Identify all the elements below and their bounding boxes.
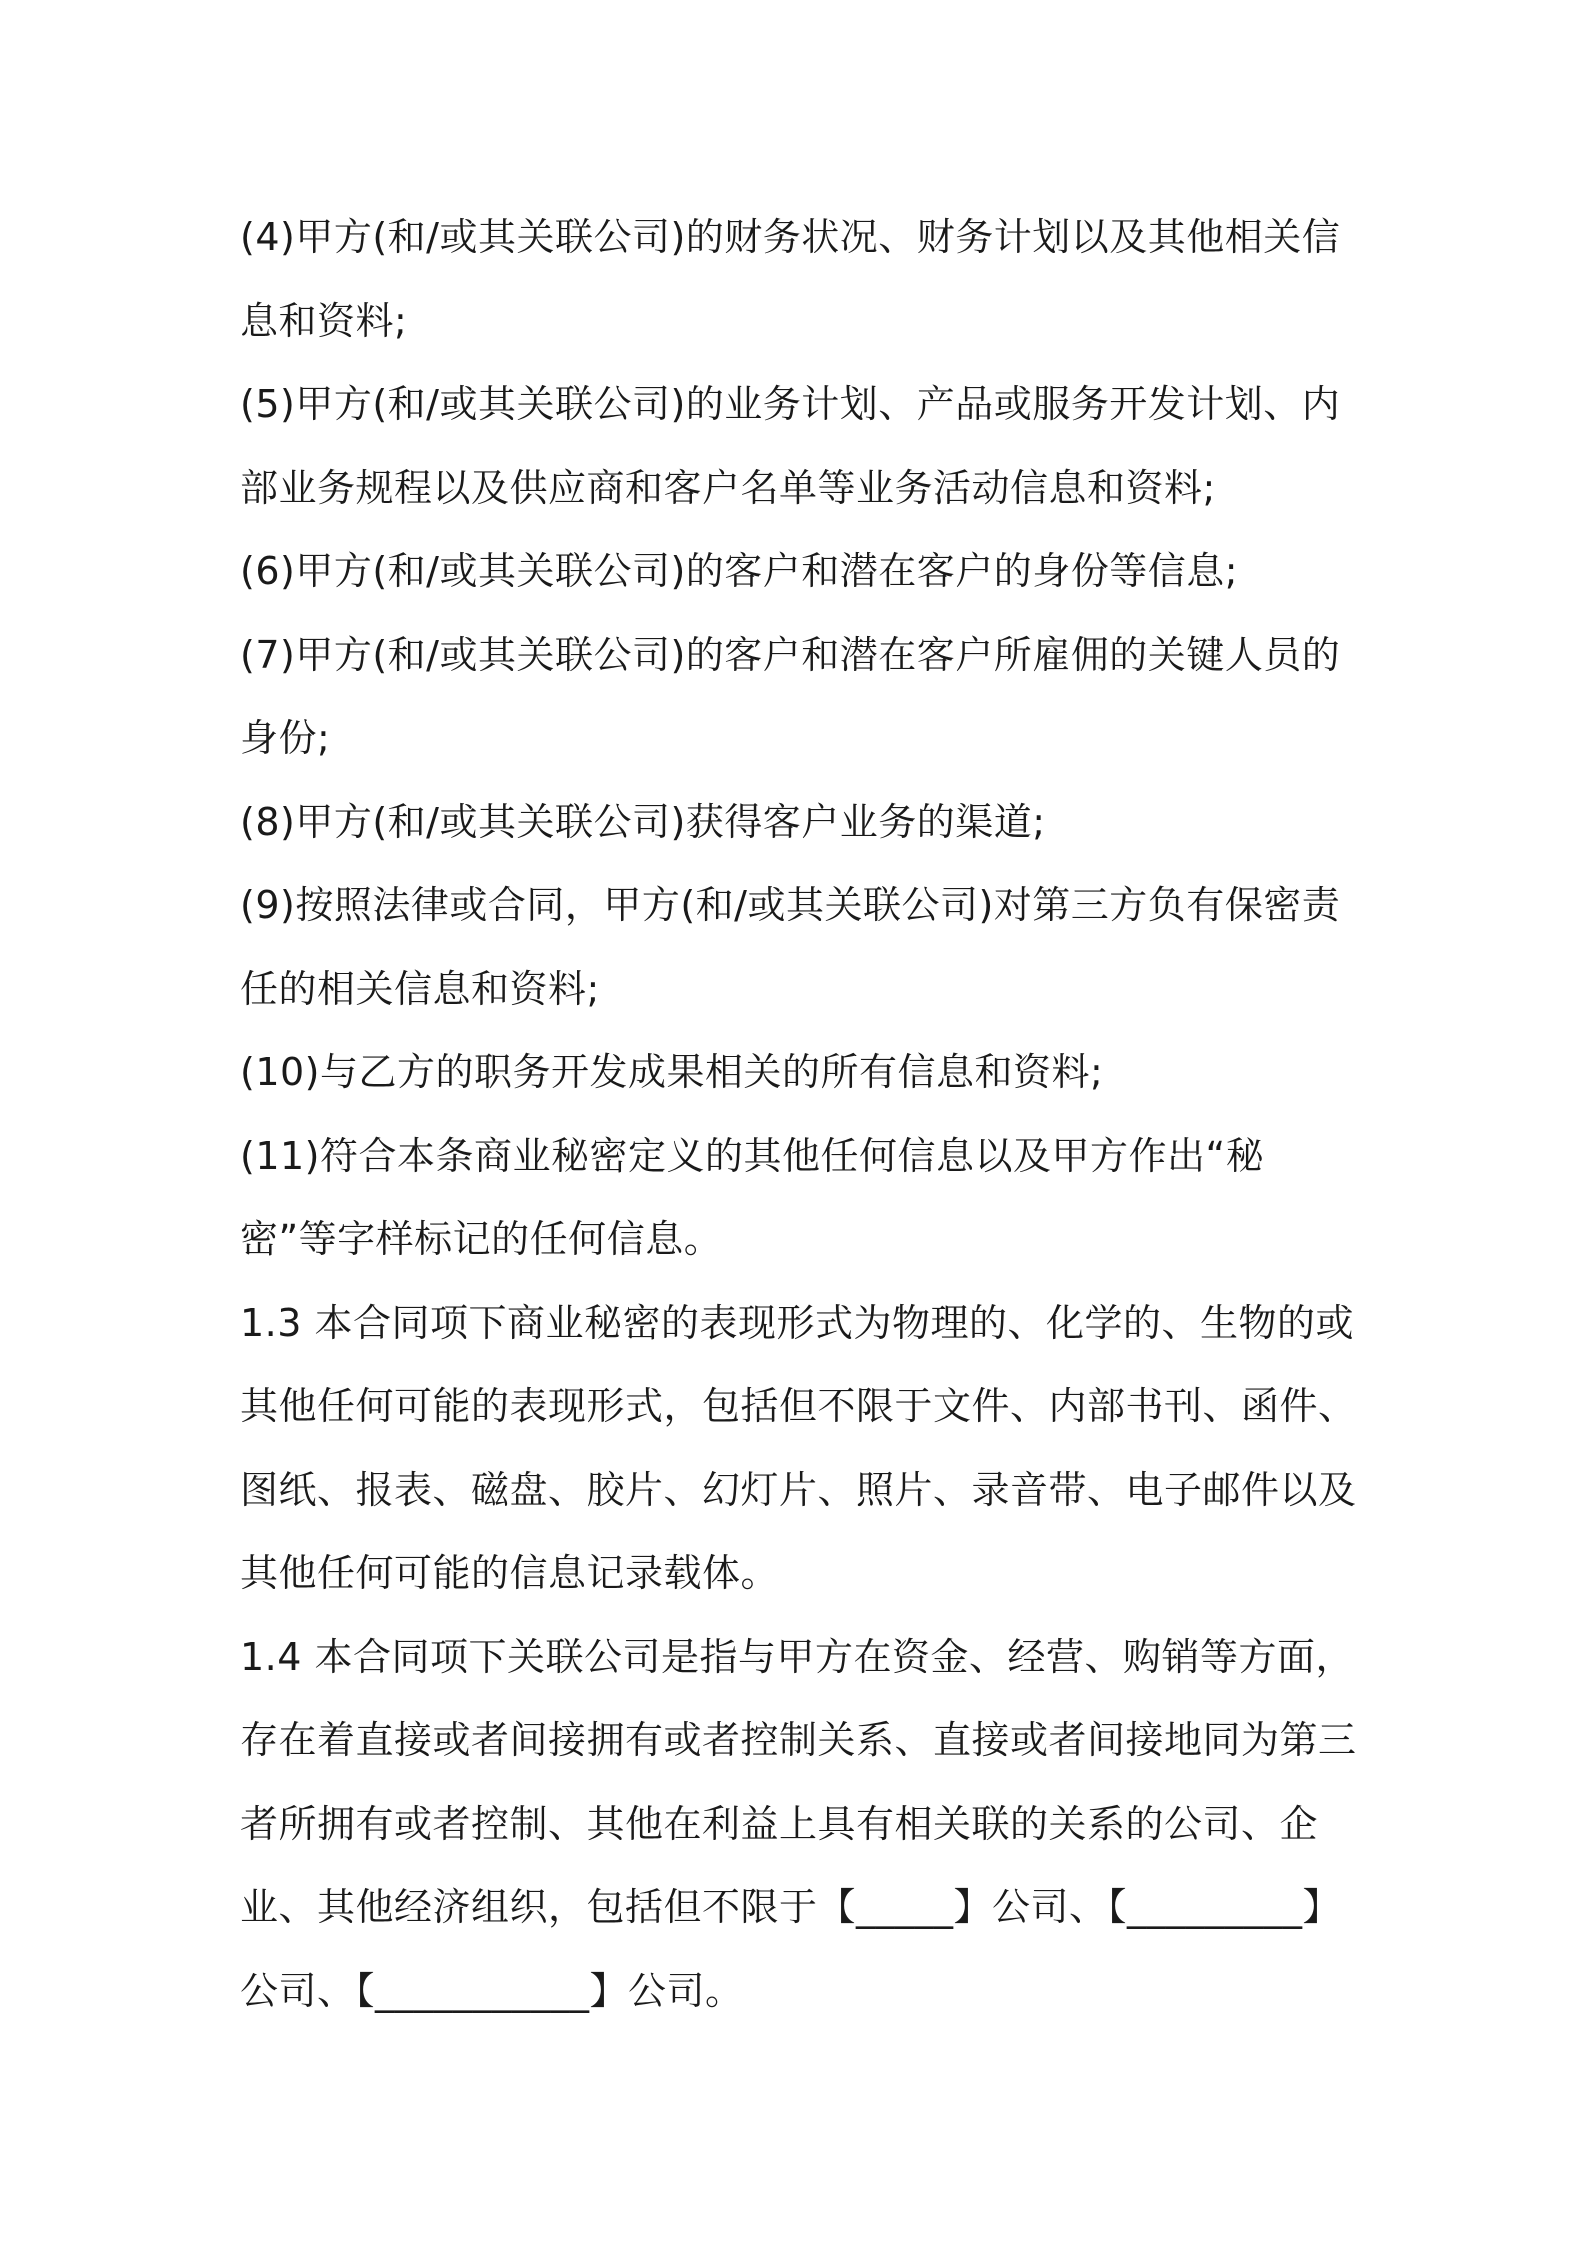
document-body [240, 196, 1360, 2033]
clause-item-6: (6)甲方(和/或其关联公司)的客户和潜在客户的身份等信息; [240, 549, 1239, 593]
clause-item-5: (5)甲方(和/或其关联公司)的业务计划、产品或服务开发计划、内部业务规程以及供应商和客户名单等业务活动信息和资料; [240, 382, 1341, 510]
clause-item-8: (8)甲方(和/或其关联公司)获得客户业务的渠道; [240, 799, 1046, 844]
clause-item-10: (10)与乙方的职务开发成果相关的所有信息和资料; [240, 1050, 1104, 1094]
clause-1-3: 1.3 本合同项下商业秘密的表现形式为物理的、化学的、生物的或其他任何可能的表现形式，包括但不限于文件、内部书刊、函件、图纸、报表、磁盘、胶片、幻灯片、照片、录音带、电子邮件以及其他任何可能的信息记录载体。 [240, 1300, 1357, 1595]
clause-item-11: (11)符合本条商业秘密定义的其他任何信息以及甲方作出“秘密”等字样标记的任何信息。 [240, 1133, 1265, 1261]
clause-item-7: (7)甲方(和/或其关联公司)的客户和潜在客户所雇佣的关键人员的身份; [240, 632, 1341, 760]
clause-item-4: (4)甲方(和/或其关联公司)的财务状况、财务计划以及其他相关信息和资料; [240, 215, 1341, 343]
clause-1-4: 1.4 本合同项下关联公司是指与甲方在资金、经营、购销等方面，存在着直接或者间接拥有或者控制关系、直接或者间接地同为第三者所拥有或者控制、其他在利益上具有相关联的关系的公司、企业、其他经济组织，包括但不限于【_____】公司、【_________】公司、【___________】公司。 [240, 1634, 1357, 2013]
clause-item-9: (9)按照法律或合同，甲方(和/或其关联公司)对第三方负有保密责任的相关信息和资料; [240, 883, 1341, 1011]
